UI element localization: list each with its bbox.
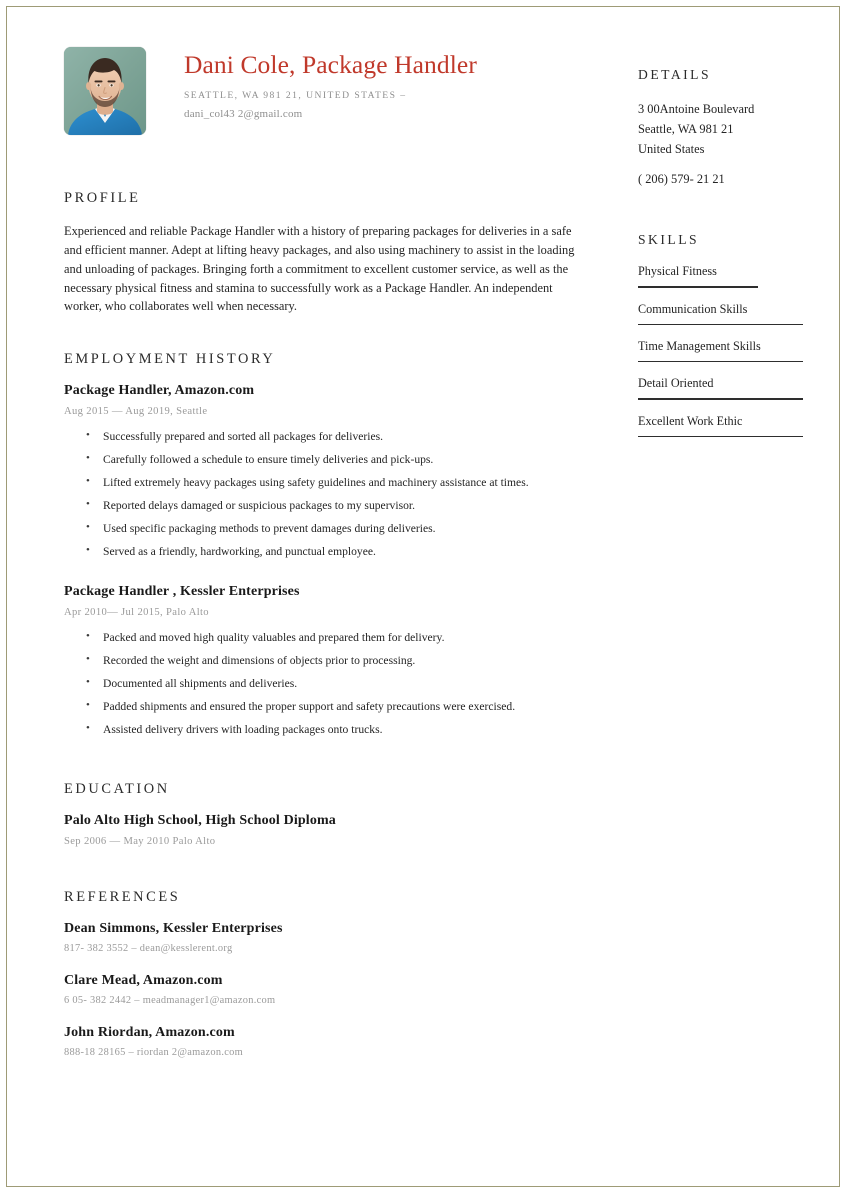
skill-label: Excellent Work Ethic	[638, 413, 743, 428]
job-title: Package Handler, Amazon.com	[64, 383, 255, 399]
sidebar	[638, 67, 803, 451]
skills-heading: SKILLS	[638, 232, 700, 248]
reference-entry	[64, 921, 580, 954]
section-profile	[64, 190, 580, 316]
section-education	[64, 781, 580, 847]
list-item: • Assisted delivery drivers with loading packages onto trucks.	[86, 722, 580, 738]
skill-item	[638, 302, 803, 325]
reference-entry	[64, 973, 580, 1006]
section-skills	[638, 232, 803, 437]
skill-label: Physical Fitness	[638, 264, 717, 279]
skill-item	[638, 339, 803, 362]
section-references	[64, 889, 580, 1058]
references-heading: REFERENCES	[64, 888, 181, 905]
job-title: Package Handler , Kessler Enterprises	[64, 584, 300, 600]
list-item: • Recorded the weight and dimensions of objects prior to processing.	[86, 653, 580, 669]
skill-level-bar	[638, 324, 803, 325]
detail-phone: ( 206) 579- 21 21	[638, 172, 725, 187]
skill-level-bar	[638, 361, 803, 362]
main-column	[64, 190, 580, 1058]
skill-item	[638, 414, 803, 437]
job-meta: Apr 2010— Jul 2015, Palo Alto	[64, 607, 209, 619]
section-employment-history	[64, 351, 580, 738]
list-item: • Successfully prepared and sorted all packages for deliveries.	[86, 429, 580, 445]
page-title: Dani Cole, Package Handler	[184, 50, 477, 79]
job-meta: Aug 2015 — Aug 2019, Seattle	[64, 406, 208, 418]
job-bullets	[64, 630, 580, 738]
list-item: • Padded shipments and ensured the proper support and safety precautions were exercised.	[86, 699, 580, 715]
list-item: • Packed and moved high quality valuables and prepared them for delivery.	[86, 630, 580, 646]
reference-contact: 817- 382 3552 – dean@kesslerent.org	[64, 942, 233, 954]
list-item: • Lifted extremely heavy packages using safety guidelines and machinery assistance at times.	[86, 475, 580, 491]
reference-name: John Riordan, Amazon.com	[64, 1024, 235, 1040]
reference-entry	[64, 1025, 580, 1058]
reference-name: Dean Simmons, Kessler Enterprises	[64, 920, 283, 936]
skill-label: Communication Skills	[638, 301, 748, 316]
job-bullets	[64, 429, 580, 560]
section-details	[638, 67, 803, 187]
reference-contact: 888-18 28165 – riordan 2@amazon.com	[64, 1046, 244, 1058]
skill-item	[638, 264, 803, 287]
education-heading: EDUCATION	[64, 780, 170, 797]
skill-item	[638, 376, 803, 399]
list-item: • Reported delays damaged or suspicious packages to my supervisor.	[86, 498, 580, 514]
profile-photo-icon	[64, 47, 146, 135]
reference-contact: 6 05- 382 2442 – meadmanager1@amazon.com	[64, 994, 276, 1006]
details-heading: DETAILS	[638, 67, 712, 82]
employment-entry	[64, 383, 580, 560]
avatar	[64, 47, 146, 135]
detail-address-line-1: 3 00Antoine Boulevard	[638, 102, 755, 116]
list-item: • Documented all shipments and deliveries.	[86, 676, 580, 692]
header-text-block	[184, 47, 477, 124]
skill-label: Detail Oriented	[638, 376, 714, 391]
skill-level-bar	[638, 286, 758, 287]
resume-sheet	[7, 7, 839, 1186]
detail-address-line-3: United States	[638, 142, 705, 157]
header-email: dani_col43 2@gmail.com	[184, 108, 303, 121]
list-item: • Served as a friendly, hardworking, and punctual employee.	[86, 544, 580, 560]
education-meta: Sep 2006 — May 2010 Palo Alto	[64, 835, 216, 847]
skill-level-bar	[638, 398, 803, 399]
profile-heading: PROFILE	[64, 190, 141, 206]
list-item: • Carefully followed a schedule to ensure timely deliveries and pick-ups.	[86, 452, 580, 468]
list-item: • Used specific packaging methods to prevent damages during deliveries.	[86, 521, 580, 537]
employment-heading: EMPLOYMENT HISTORY	[64, 351, 276, 368]
profile-text: Experienced and reliable Package Handler with a history of preparing packages for deliveries in a safe and efficient manner. Adept at lifting heavy packages, and also using machinery to assist in the loading and unloading of packages. Bringing forth a commitment to excellent customer service, as well as the necessary physical fitness and stamina to successfully work as a Package Handler. An independent worker, who collaborates well when necessary.	[64, 224, 575, 314]
reference-name: Clare Mead, Amazon.com	[64, 972, 223, 988]
education-entry	[64, 813, 580, 847]
school-name: Palo Alto High School, High School Diploma	[64, 812, 336, 828]
skill-level-bar	[638, 436, 803, 437]
detail-address-line-2: Seattle, WA 981 21	[638, 122, 734, 137]
header-location: SEATTLE, WA 981 21, UNITED STATES –	[184, 89, 407, 101]
resume-page	[6, 6, 840, 1187]
skill-label: Time Management Skills	[638, 339, 761, 354]
resume-header	[64, 47, 584, 135]
employment-entry	[64, 584, 580, 738]
